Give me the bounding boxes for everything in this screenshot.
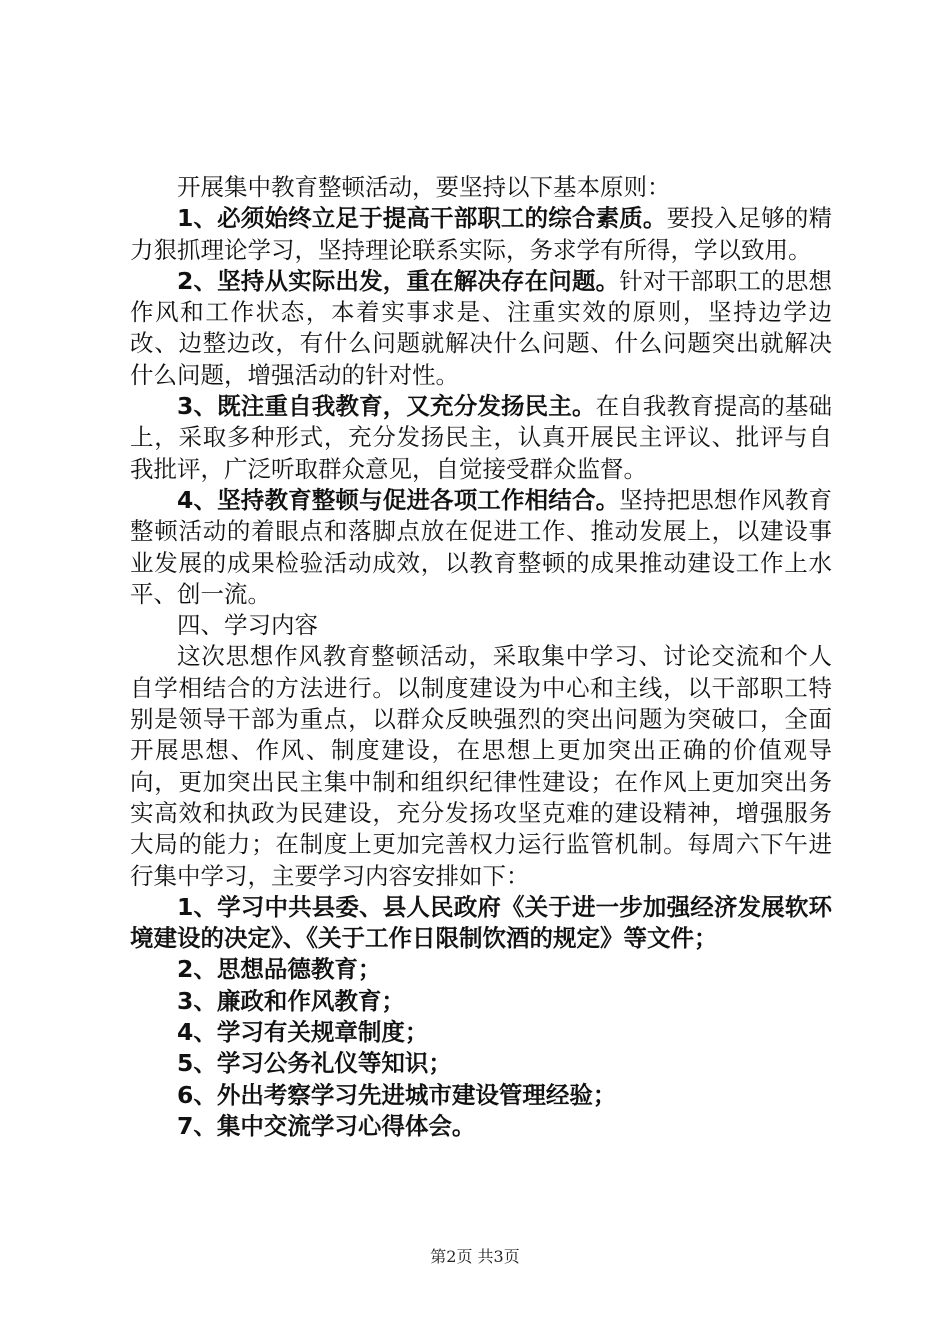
principle-4-body: 坚持把思想作风教育整顿活动的着眼点和落脚点放在促进工作、推动发展上，以建设事业发展的成果检验活动成效，以教育整顿的成果推动建设工作上水平、创一流。: [130, 485, 832, 608]
content-item-4: 4、学习有关规章制度；: [177, 1018, 429, 1047]
document-body: [130, 172, 832, 1142]
section-title: 四、学习内容: [177, 611, 318, 640]
content-item-7: 7、集中交流学习心得体会。: [177, 1111, 476, 1140]
principle-1-heading: 1、必须始终立足于提高干部职工的综合素质。: [177, 204, 667, 233]
principle-2: [130, 266, 832, 391]
intro-paragraph: 开展集中教育整顿活动，要坚持以下基本原则：: [177, 173, 671, 201]
content-item-2: 2、思想品德教育；: [177, 955, 382, 984]
principle-2-body: 针对干部职工的思想作风和工作状态，本着实事求是、注重实效的原则，坚持边学边改、边整边改，有什么问题就解决什么问题、什么问题突出就解决什么问题，增强活动的针对性。: [130, 266, 832, 389]
principle-1: [130, 203, 832, 266]
principle-3-body: 在自我教育提高的基础上，采取多种形式，充分发扬民主，认真开展民主评议、批评与自我批评，广泛听取群众意见，自觉接受群众监督。: [130, 392, 833, 483]
principle-4-heading: 4、坚持教育整顿与促进各项工作相结合。: [177, 485, 620, 514]
page-footer: 第2页 共3页: [430, 1247, 520, 1266]
content-item-5: 5、学习公务礼仪等知识；: [177, 1049, 452, 1078]
section-body: 这次思想作风教育整顿活动，采取集中学习、讨论交流和个人自学相结合的方法进行。以制度建设为中心和主线，以干部职工特别是领导干部为重点，以群众反映强烈的突出问题为突破口，全面开展思想、作风、制度建设，在思想上更加突出正确的价值观导向，更加突出民主集中制和组织纪律性建设；在作风上更加突出务实高效和执政为民建设，充分发扬攻坚克难的建设精神，增强服务大局的能力；在制度上更加完善权力运行监管机制。每周六下午进行集中学习，主要学习内容安排如下：: [130, 642, 832, 890]
content-item-3: 3、廉政和作风教育；: [177, 986, 405, 1015]
content-item-1: 1、学习中共县委、县人民政府《关于进一步加强经济发展软环境建设的决定》、《关于工作日限制饮酒的规定》等文件；: [130, 892, 832, 953]
principle-1-body: 要投入足够的精力狠抓理论学习，坚持理论联系实际，务求学有所得，学以致用。: [130, 204, 832, 264]
content-item-6: 6、外出考察学习先进城市建设管理经验；: [177, 1080, 617, 1109]
principle-3-heading: 3、既注重自我教育，又充分发扬民主。: [177, 392, 596, 421]
principle-3: [130, 391, 832, 485]
principle-4: [130, 485, 832, 610]
principle-2-heading: 2、坚持从实际出发，重在解决存在问题。: [177, 266, 620, 295]
